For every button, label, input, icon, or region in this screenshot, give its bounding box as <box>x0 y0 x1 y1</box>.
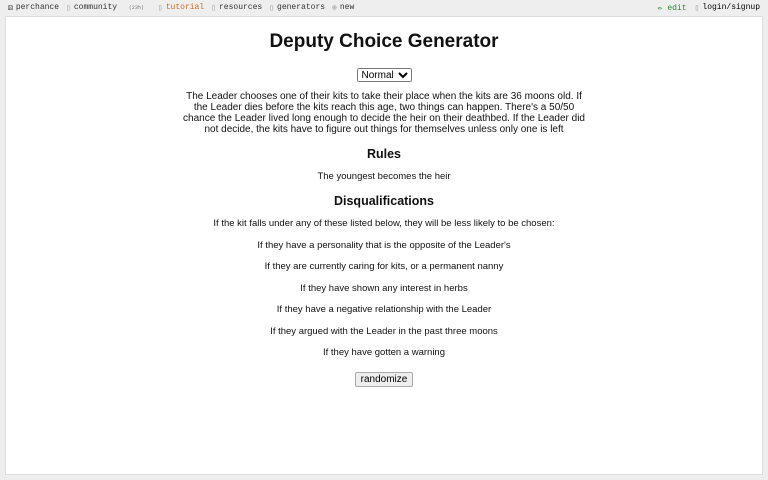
randomize-button[interactable]: randomize <box>355 372 414 387</box>
nav-tutorial[interactable]: tutorial <box>165 3 205 12</box>
community-count: (23h) <box>128 5 144 11</box>
dice-icon: ⚄ <box>8 3 13 13</box>
login-link[interactable]: login/signup <box>702 3 760 12</box>
community-icon: ▯ <box>66 3 71 13</box>
rule-text: The youngest becomes the heir <box>317 171 451 182</box>
disq-item: If they have shown any interest in herbs <box>300 282 468 294</box>
edit-label: edit <box>667 3 687 13</box>
generator-output <box>5 16 763 475</box>
disq-item: If they argued with the Leader in the past three moons <box>270 325 498 337</box>
nav-perchance[interactable]: perchance <box>15 3 60 12</box>
description: The Leader chooses one of their kits to take their place when the kits are 36 moons old. If the Leader dies before the kits reach this age, two things can happen. There's a 50/50 chance the Leader lived long enough to decide the heir on their deathbed. If the Leader did not decide, the kits have to figure out things for themselves unless only one is left <box>183 91 585 135</box>
community-label: community <box>73 3 118 12</box>
nav-resources[interactable]: resources <box>218 3 263 12</box>
nav-generators[interactable]: generators <box>277 3 326 12</box>
disq-item: If they are currently caring for kits, or a permanent nanny <box>264 261 504 272</box>
generators-icon: ▯ <box>269 3 275 13</box>
disq-item: If they have a negative relationship with the Leader <box>276 304 492 315</box>
nav-new[interactable]: new <box>339 3 355 12</box>
plus-icon: ⊕ <box>332 3 337 13</box>
mode-select[interactable] <box>357 68 412 82</box>
rules-heading: Rules <box>366 147 402 161</box>
disq-item: If they have a personality that is the opposite of the Leader's <box>257 239 511 251</box>
nav-community[interactable] <box>74 3 151 12</box>
resources-icon: ▯ <box>211 3 216 13</box>
top-nav <box>0 0 768 15</box>
edit-link[interactable]: ✏ edit <box>657 3 687 13</box>
page-title: Deputy Choice Generator <box>269 31 499 52</box>
disq-item: If they have gotten a warning <box>323 347 445 358</box>
tutorial-icon: ▯ <box>157 3 163 13</box>
disq-intro: If the kit falls under any of these listed below, they will be less likely to be chosen: <box>213 218 555 229</box>
disqualifications-heading: Disqualifications <box>333 194 435 208</box>
login-icon: ▯ <box>694 3 700 13</box>
